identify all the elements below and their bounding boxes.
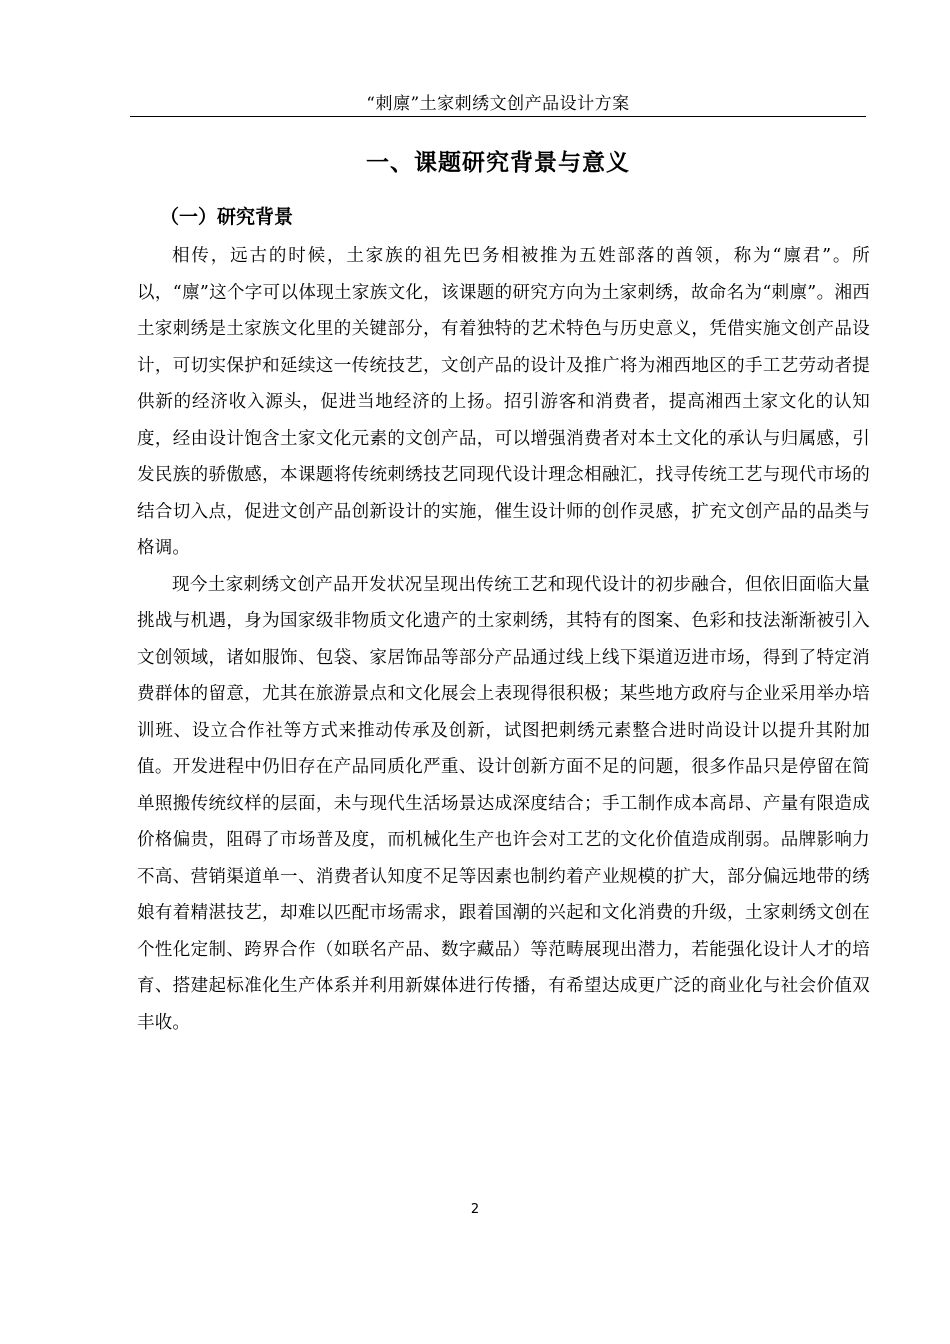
page-number: 2: [470, 1202, 480, 1217]
running-header: “刺廪”土家刺绣文创产品设计方案: [366, 94, 630, 114]
chapter-title: 一、课题研究背景与意义: [366, 150, 630, 176]
body-text: [137, 238, 870, 1041]
section-heading: （一）研究背景: [160, 206, 294, 228]
paragraph-1: 相传，远古的时候，土家族的祖先巴务相被推为五姓部落的酋领，称为“廪君”。所以，“廪”这个字可以体现土家族文化，该课题的研究方向为土家刺绣，故命名为“刺廪”。湘西土家刺绣是土家族文化里的关键部分，有着独特的艺术特色与历史意义，凭借实施文创产品设计，可切实保护和延续这一传统技艺，文创产品的设计及推广将为湘西地区的手工艺劳动者提供新的经济收入源头，促进当地经济的上扬。招引游客和消费者，提高湘西土家文化的认知度，经由设计饱含土家文化元素的文创产品，可以增强消费者对本土文化的承认与归属感，引发民族的骄傲感，本课题将传统刺绣技艺同现代设计理念相融汇，找寻传统工艺与现代市场的结合切入点，促进文创产品创新设计的实施，催生设计师的创作灵感，扩充文创产品的品类与格调。: [137, 246, 870, 558]
paragraph-2: 现今土家刺绣文创产品开发状况呈现出传统工艺和现代设计的初步融合，但依旧面临大量挑战与机遇，身为国家级非物质文化遗产的土家刺绣，其特有的图案、色彩和技法渐渐被引入文创领域，诸如服饰、包袋、家居饰品等部分产品通过线上线下渠道迈进市场，得到了特定消费群体的留意，尤其在旅游景点和文化展会上表现得很积极；某些地方政府与企业采用举办培训班、设立合作社等方式来推动传承及创新，试图把刺绣元素整合进时尚设计以提升其附加值。开发进程中仍旧存在产品同质化严重、设计创新方面不足的问题，很多作品只是停留在简单照搬传统纹样的层面，未与现代生活场景达成深度结合；手工制作成本高昂、产量有限造成价格偏贵，阻碍了市场普及度，而机械化生产也许会对工艺的文化价值造成削弱。品牌影响力不高、营销渠道单一、消费者认知度不足等因素也制约着产业规模的扩大，部分偏远地带的绣娘有着精湛技艺，却难以匹配市场需求，跟着国潮的兴起和文化消费的升级，土家刺绣文创在个性化定制、跨界合作（如联名产品、数字藏品）等范畴展现出潜力，若能强化设计人才的培育、搭建起标准化生产体系并利用新媒体进行传播，有希望达成更广泛的商业化与社会价值双丰收。: [137, 574, 870, 1033]
header-divider: [130, 116, 866, 117]
